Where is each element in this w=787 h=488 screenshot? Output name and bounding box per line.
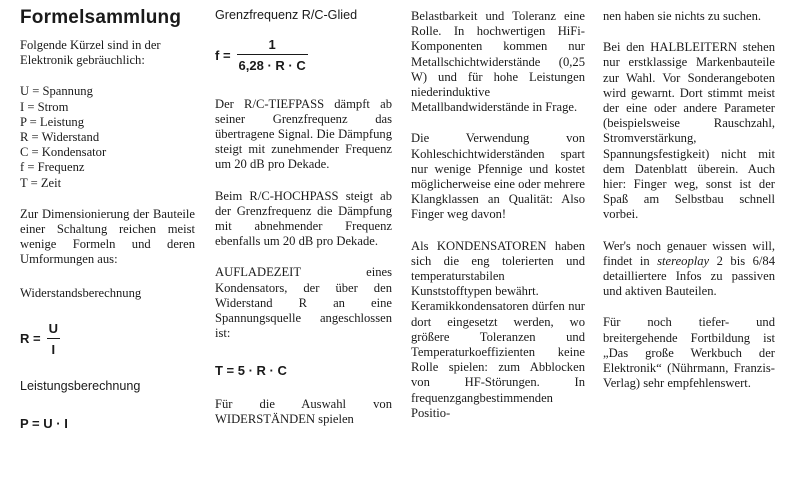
resistance-denominator: I [47, 338, 60, 357]
further-info-after: 2 bis 6/84 detailliertere Infos zu passiven und aktiven Bauteilen. [603, 253, 775, 299]
continuation-text: nen haben sie nichts zu suchen. [603, 9, 762, 23]
cutoff-fraction [237, 37, 308, 73]
abbr-current: I = Strom [20, 99, 69, 114]
resistance-formula [20, 321, 195, 357]
power-heading: Leistungsberechnung [20, 379, 141, 394]
page-title: Formelsammlung [20, 7, 182, 28]
cutoff-lhs: f = [215, 47, 231, 63]
magazine-name: stereoplay [657, 253, 710, 268]
cutoff-numerator: 1 [268, 37, 276, 53]
abbr-time: T = Zeit [20, 175, 62, 190]
ceramic-capacitor-text: Keramikkondensatoren dürfen nur dort eingesetzt werden, wo größere Toleranzen und Temperaturkoeffizienten keine Rolle spielen: zum Abblocken von HF-Störungen. In frequenzgangbestimmenden Positio- [411, 299, 585, 420]
further-info-text [603, 239, 775, 300]
column-3 [411, 0, 585, 421]
power-formula: P = U · I [20, 416, 68, 432]
capacitor-text: Als KONDENSATOREN haben sich die eng tolerierten und temperaturstabilen Kunststofftypen bewährt. [411, 238, 585, 299]
cutoff-heading: Grenzfrequenz R/C-Glied [215, 8, 358, 22]
abbr-frequency: f = Frequenz [20, 160, 85, 175]
resistor-choice-text: Für die Auswahl von WIDERSTÄNDEN spielen [215, 396, 392, 426]
semiconductor-text: Bei den HALBLEITERN stehen nur erstklassige Markenbauteile zur Wahl. Vor Sonderangeboten wird gewarnt. Dort stimmt meist der eine oder andere Parameter (beispielsweise Rauschzahl, Stromverstärkung, Spannungsfestigkeit) nicht mit dem Datenblatt überein. Auch hier: Finger weg, sonst ist der Spaß am Selbstbau schnell vorbei. [603, 40, 775, 222]
dimensioning-text: Zur Dimensionierung der Bauteile einer Schaltung reichen meist wenige Formeln und deren Umformungen aus: [20, 206, 195, 267]
charge-time-text: AUFLADEZEIT eines Kondensators, der über den Widerstand R an eine Spannungsquelle angeschlossen ist: [215, 265, 392, 341]
abbr-voltage: U = Spannung [20, 84, 93, 99]
highpass-text: Beim R/C-HOCHPASS steigt ab der Grenzfrequenz die Dämpfung mit abnehmender Frequenz ebenfalls um 20 dB pro Dekade. [215, 188, 392, 249]
resistance-numerator: U [48, 320, 58, 336]
carbon-film-text: Die Verwendung von Kohleschichtwiderständen spart nur wenige Pfennige und kostet möglicherweise eine oder mehrere Klangklassen an Qualität: Also Finger weg davon! [411, 131, 585, 222]
resistor-quality-text: Belastbarkeit und Toleranz eine Rolle. In hochwertigen HiFi-Komponenten kommen nur Metallschichtwiderstände (0,25 W) und für hohe Leistungen niederinduktive Metallbandwiderstände in Frage. [411, 9, 585, 115]
charge-time-formula: T = 5 · R · C [215, 363, 287, 379]
abbr-power: P = Leistung [20, 114, 85, 129]
further-info-before: Wer's noch genauer wissen will, findet in [603, 238, 775, 268]
column-1 [20, 0, 195, 432]
abbr-capacitor: C = Kondensator [20, 145, 107, 160]
column-4 [603, 0, 775, 391]
abbr-resistance: R = Widerstand [20, 130, 100, 145]
cutoff-denominator: 6,28 · R · C [237, 54, 308, 73]
lowpass-text: Der R/C-TIEFPASS dämpft ab seiner Grenzfrequenz das übertragene Signal. Die Dämpfung steigt mit zunehmender Frequenz um 20 dB pro Dekade. [215, 96, 392, 172]
cutoff-formula [215, 37, 392, 73]
resistance-fraction [47, 321, 60, 357]
resistance-lhs: R = [20, 331, 41, 347]
column-2 [215, 0, 392, 427]
resistance-heading: Widerstandsberechnung [20, 285, 142, 300]
intro-text: Folgende Kürzel sind in der Elektronik gebräuchlich: [20, 38, 161, 68]
abbreviation-list [20, 84, 195, 190]
book-recommendation-text: Für noch tiefer- und breitergehende Fortbildung ist „Das große Werkbuch der Elektronik“ (Nührmann, Franzis-Verlag) sehr empfehlenswert. [603, 315, 775, 391]
